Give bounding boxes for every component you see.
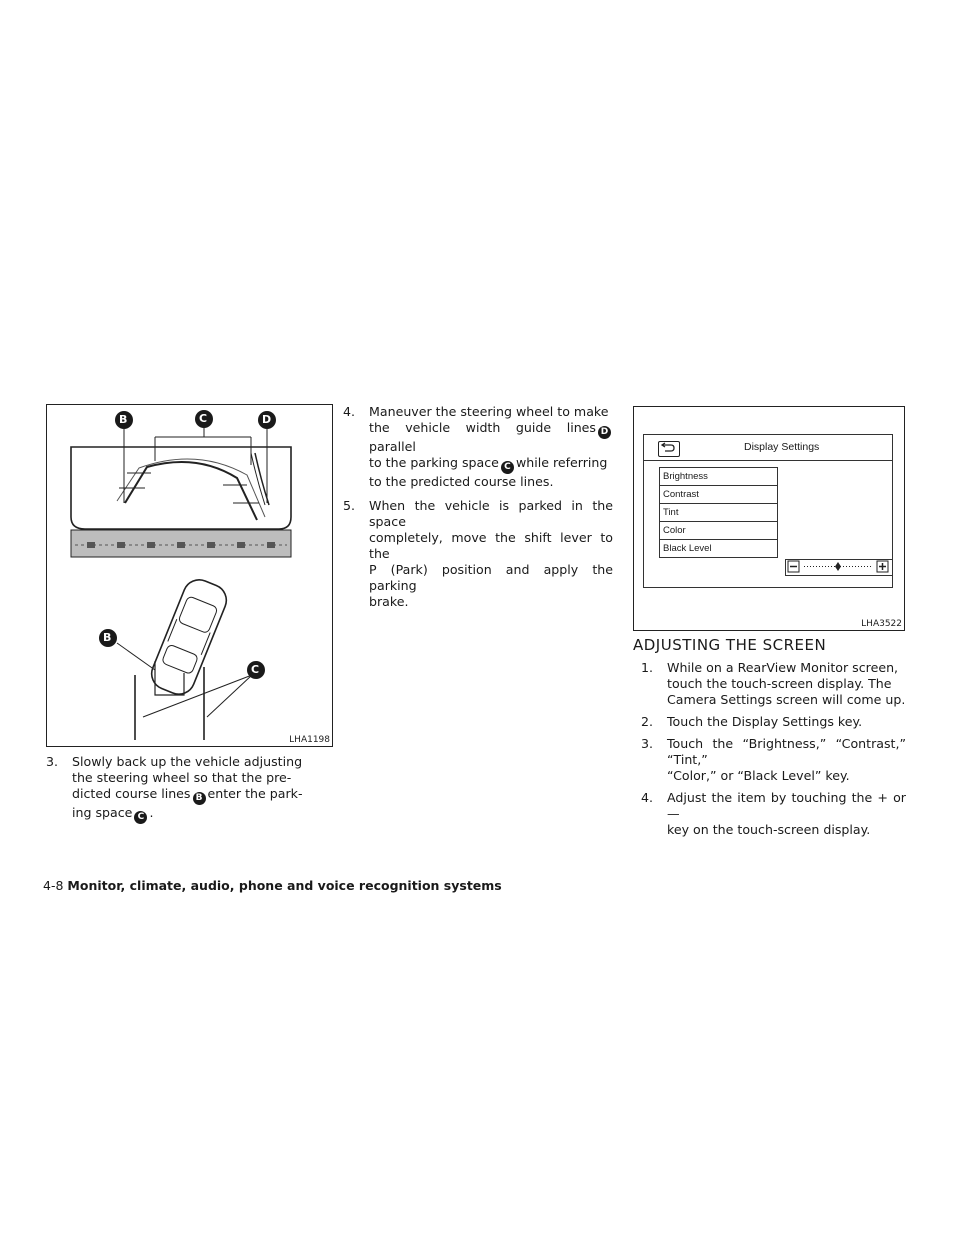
label-d-top: D [262,413,272,426]
label-b-top: B [119,413,128,426]
display-settings-figure [633,406,905,631]
back-icon [658,441,680,457]
menu-item-black-level: Black Level [660,539,777,557]
step-number: 1. [641,660,654,675]
page-footer [43,878,502,893]
right-column [641,660,906,844]
step-line [369,420,613,455]
step-number: 4. [343,404,356,419]
figure-code-right: LHA3522 [861,619,902,629]
step-text: ing space [72,805,133,820]
step-number: 2. [641,714,654,729]
step-line: Touch the Display Settings key. [667,714,863,729]
step-text: the vehicle width guide lines [369,420,596,435]
step-line: Maneuver the steering wheel to make [369,404,609,419]
menu-item-tint: Tint [660,503,777,521]
step-number: 3. [46,754,59,769]
step-line [72,786,320,805]
step-number: 4. [641,790,654,805]
step-text: . [149,805,154,820]
step-3-right [641,736,906,784]
step-text: dicted course lines [72,786,191,801]
page-number: 4-8 [43,878,64,893]
step-text: while referring [515,455,608,470]
step-4-right [641,790,906,838]
step-2 [641,714,906,730]
step-line: touch the touch-screen display. The [667,676,892,691]
step-line: Camera Settings screen will come up. [667,692,906,707]
menu-item-contrast: Contrast [660,485,777,503]
step-line: “Color,” or “Black Level” key. [667,768,850,783]
step-1 [641,660,906,708]
step-text: enter the park- [207,786,303,801]
badge-c: C [501,461,514,474]
step-line: Touch the “Brightness,” “Contrast,” “Tint,” [667,736,906,767]
label-c-bottom: C [251,663,260,676]
parking-figure [46,404,333,747]
step-line: While on a RearView Monitor screen, [667,660,899,675]
figure-code-left: LHA1198 [289,735,330,745]
step-4 [343,404,613,490]
menu-item-color: Color [660,521,777,539]
left-column [46,754,320,830]
badge-b: B [193,792,206,805]
step-line [72,805,320,824]
step-3-left [46,754,320,824]
step-line: Slowly back up the vehicle adjusting [72,754,303,769]
label-b-bottom: B [103,631,112,644]
display-settings-screen [643,434,893,588]
screen-title: Display Settings [744,441,820,453]
step-line: to the predicted course lines. [369,474,554,489]
step-text: to the parking space [369,455,499,470]
step-line: P (Park) position and apply the parking [369,562,613,593]
step-line: Adjust the item by touching the + or — [667,790,906,821]
step-line: brake. [369,594,409,609]
settings-menu [659,467,778,558]
step-line: the steering wheel so that the pre- [72,770,292,785]
step-line [369,455,613,474]
middle-column [343,404,613,616]
section-title: ADJUSTING THE SCREEN [633,636,827,654]
chapter-title: Monitor, climate, audio, phone and voice recognition systems [67,878,502,893]
badge-c: C [134,811,147,824]
step-number: 5. [343,498,356,513]
step-5 [343,498,613,610]
step-text: parallel [369,439,416,454]
parking-illustration [47,405,332,746]
badge-d: D [598,426,611,439]
step-number: 3. [641,736,654,751]
label-c-top: C [199,412,208,425]
step-line: When the vehicle is parked in the space [369,498,613,529]
step-line: key on the touch-screen display. [667,822,871,837]
step-line: completely, move the shift lever to the [369,530,613,561]
title-divider [644,460,892,461]
menu-item-brightness: Brightness [663,471,708,482]
adjust-slider [785,559,893,576]
